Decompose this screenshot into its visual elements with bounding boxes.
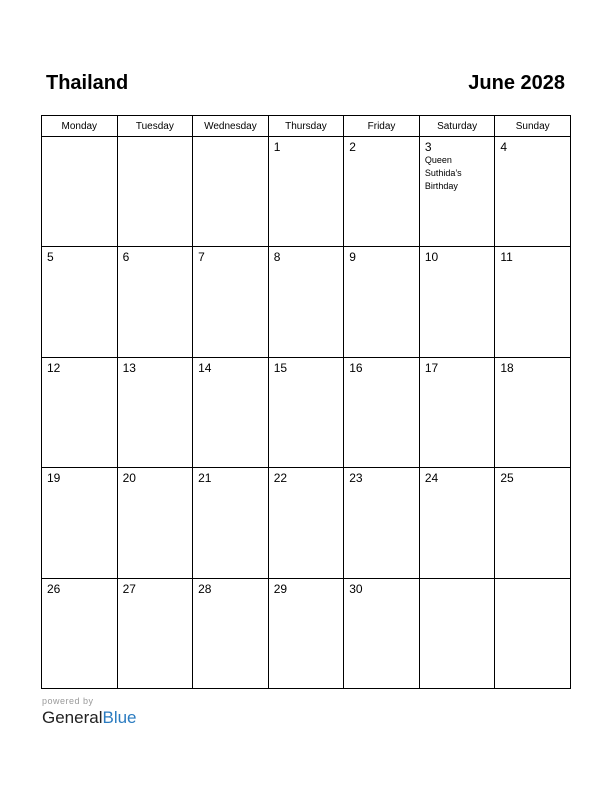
country-title: Thailand [46, 72, 129, 94]
day-number: 7 [198, 250, 205, 265]
day-cell [117, 357, 193, 467]
day-cell [193, 468, 269, 578]
day-number: 22 [273, 471, 288, 486]
day-cell [344, 468, 420, 578]
week-row [42, 357, 571, 467]
day-cell [419, 137, 495, 247]
day-cell [495, 578, 571, 688]
day-cell [193, 137, 269, 247]
weekday-header: Friday [344, 116, 420, 137]
weekday-header: Sunday [495, 116, 571, 137]
day-cell [419, 468, 495, 578]
day-number: 11 [500, 250, 513, 265]
calendar-grid [41, 115, 571, 689]
powered-by-label: powered by [42, 696, 94, 706]
day-number [193, 137, 268, 140]
day-cell [42, 137, 118, 247]
generalblue-logo [42, 708, 137, 728]
week-row [42, 247, 571, 357]
day-number: 20 [122, 471, 136, 486]
day-cell [42, 247, 118, 357]
day-number: 13 [122, 360, 136, 375]
day-number: 15 [273, 360, 288, 375]
day-number: 17 [424, 360, 439, 375]
day-number: 18 [500, 360, 514, 375]
day-cell [117, 578, 193, 688]
day-cell [42, 468, 118, 578]
day-number: 28 [198, 581, 212, 596]
weekday-header: Saturday [419, 116, 495, 137]
day-number: 25 [500, 471, 514, 486]
day-cell [495, 468, 571, 578]
day-number: 21 [198, 471, 212, 486]
day-number [118, 137, 193, 140]
day-cell [268, 247, 344, 357]
footer-branding [42, 696, 137, 728]
day-cell [268, 578, 344, 688]
day-cell [268, 468, 344, 578]
day-number: 12 [47, 360, 61, 375]
day-cell [193, 578, 269, 688]
day-cell [419, 247, 495, 357]
weekday-header: Wednesday [193, 116, 269, 137]
holiday-label: Queen Suthida’s Birthday [424, 155, 462, 191]
day-number: 8 [273, 250, 281, 265]
day-cell [117, 247, 193, 357]
day-cell [495, 247, 571, 357]
day-cell [193, 357, 269, 467]
day-cell [419, 578, 495, 688]
day-number: 24 [424, 471, 439, 486]
day-cell [117, 137, 193, 247]
day-number [495, 579, 570, 582]
day-number [420, 579, 495, 582]
day-cell [419, 357, 495, 467]
day-number: 23 [349, 471, 363, 486]
day-number: 3 [424, 140, 432, 154]
day-cell [344, 137, 420, 247]
day-number: 16 [349, 360, 363, 375]
day-cell [42, 578, 118, 688]
day-cell [344, 357, 420, 467]
week-row [42, 578, 571, 688]
day-number: 29 [273, 581, 288, 596]
day-number: 27 [122, 581, 136, 596]
weekday-header: Tuesday [117, 116, 193, 137]
day-cell [117, 468, 193, 578]
day-number: 6 [122, 250, 130, 265]
day-cell [495, 137, 571, 247]
day-number: 5 [47, 250, 54, 265]
day-cell [193, 247, 269, 357]
weekday-header-row [42, 116, 571, 137]
day-number: 9 [349, 250, 356, 265]
weekday-header: Monday [42, 116, 118, 137]
day-number: 10 [424, 250, 439, 265]
day-number: 19 [47, 471, 61, 486]
day-cell [344, 578, 420, 688]
day-number [42, 137, 117, 140]
day-number: 26 [47, 581, 61, 596]
day-cell [42, 357, 118, 467]
week-row [42, 137, 571, 247]
day-number: 4 [500, 140, 508, 154]
day-number: 14 [198, 360, 212, 375]
day-number: 1 [273, 140, 281, 154]
weekday-header: Thursday [268, 116, 344, 137]
brand-blue-text: Blue [102, 708, 137, 727]
brand-general-text: General [42, 708, 103, 727]
day-number: 2 [349, 140, 356, 154]
day-cell [344, 247, 420, 357]
day-cell [495, 357, 571, 467]
day-cell [268, 357, 344, 467]
day-number: 30 [349, 581, 363, 596]
month-year-title: June 2028 [468, 72, 565, 94]
day-cell [268, 137, 344, 247]
week-row [42, 468, 571, 578]
